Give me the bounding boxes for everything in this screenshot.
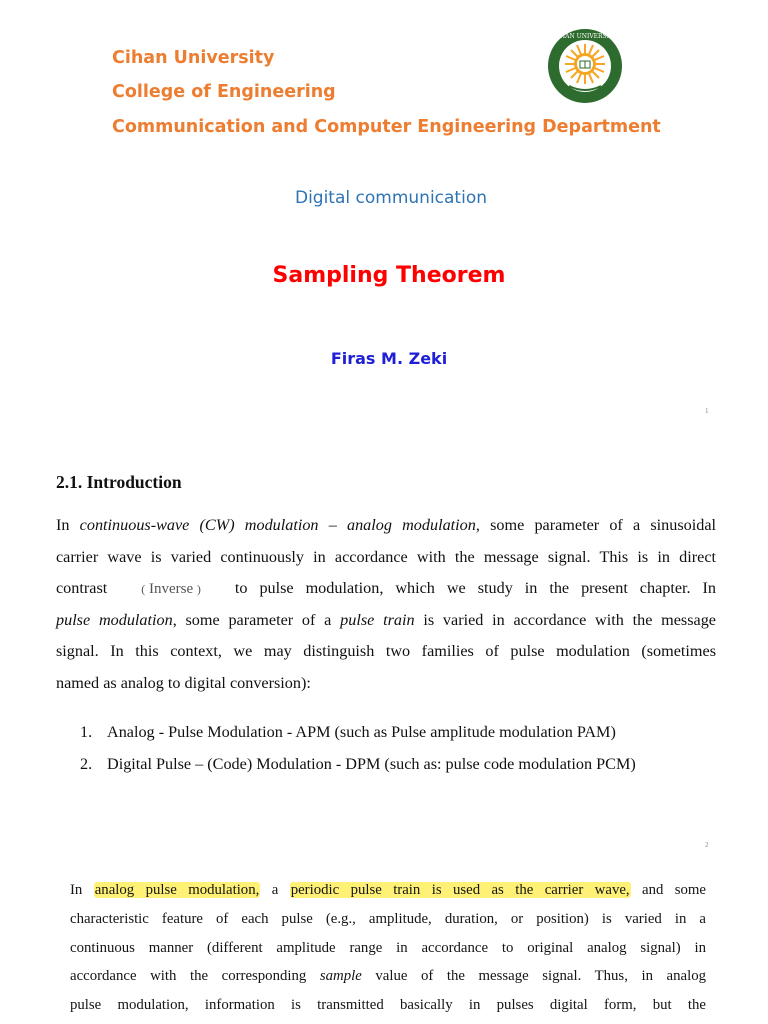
university-name: Cihan University (112, 48, 275, 68)
page-number: 2 (705, 841, 709, 849)
section-heading: 2.1. Introduction (56, 472, 182, 492)
pulse-modulation-families-list (80, 716, 636, 780)
inverse-annotation: ( Inverse ) (141, 581, 201, 598)
paragraph-line: carrier wave is varied continuously in accordance with the message signal. This is in direct (56, 547, 716, 566)
page-number: 1 (705, 407, 709, 415)
paragraph-line: accordance with the corresponding sample value of the message signal. Thus, in analog (70, 968, 706, 985)
list-item: 2. Digital Pulse – (Code) Modulation - DPM (such as: pulse code modulation PCM) (80, 755, 636, 773)
paragraph-line: pulse modulation, some parameter of a pulse train is varied in accordance with the message (56, 610, 716, 629)
paragraph-line: In continuous-wave (CW) modulation – analog modulation, some parameter of a sinusoidal (56, 516, 717, 534)
svg-text:CIHAN UNIVERSITY: CIHAN UNIVERSITY (552, 33, 618, 40)
department-name: Communication and Computer Engineering Department (112, 117, 661, 137)
highlighted-text: analog pulse modulation, (94, 882, 260, 898)
highlighted-text: periodic pulse train is used as the carrier wave, (290, 882, 630, 898)
list-item: 1. Analog - Pulse Modulation - APM (such as Pulse amplitude modulation PAM) (80, 723, 616, 741)
paragraph-line: characteristic feature of each pulse (e.g., amplitude, duration, or position) is varied in a (70, 910, 706, 927)
document-title: Sampling Theorem (272, 263, 506, 288)
analog-pulse-modulation-paragraph (70, 876, 706, 1020)
paragraph-line: contrast ( Inverse ) to pulse modulation, which we study in the present chapter. In (56, 573, 716, 605)
paragraph-line: In analog pulse modulation, a periodic pulse train is used as the carrier wave, and some (70, 882, 707, 898)
college-name: College of Engineering (112, 82, 336, 102)
paragraph-line: continuous manner (different amplitude range in accordance to original analog signal) in (70, 939, 706, 956)
paragraph-line: named as analog to digital conversion): (56, 673, 311, 692)
university-seal-icon (547, 28, 623, 104)
paragraph-line: pulse modulation, information is transmitted basically in pulses digital form, but the (70, 997, 706, 1014)
intro-paragraph (56, 510, 716, 700)
author-name: Firas M. Zeki (330, 349, 448, 368)
paragraph-line: signal. In this context, we may distinguish two families of pulse modulation (sometimes (56, 642, 716, 661)
course-subject: Digital communication (294, 188, 487, 208)
